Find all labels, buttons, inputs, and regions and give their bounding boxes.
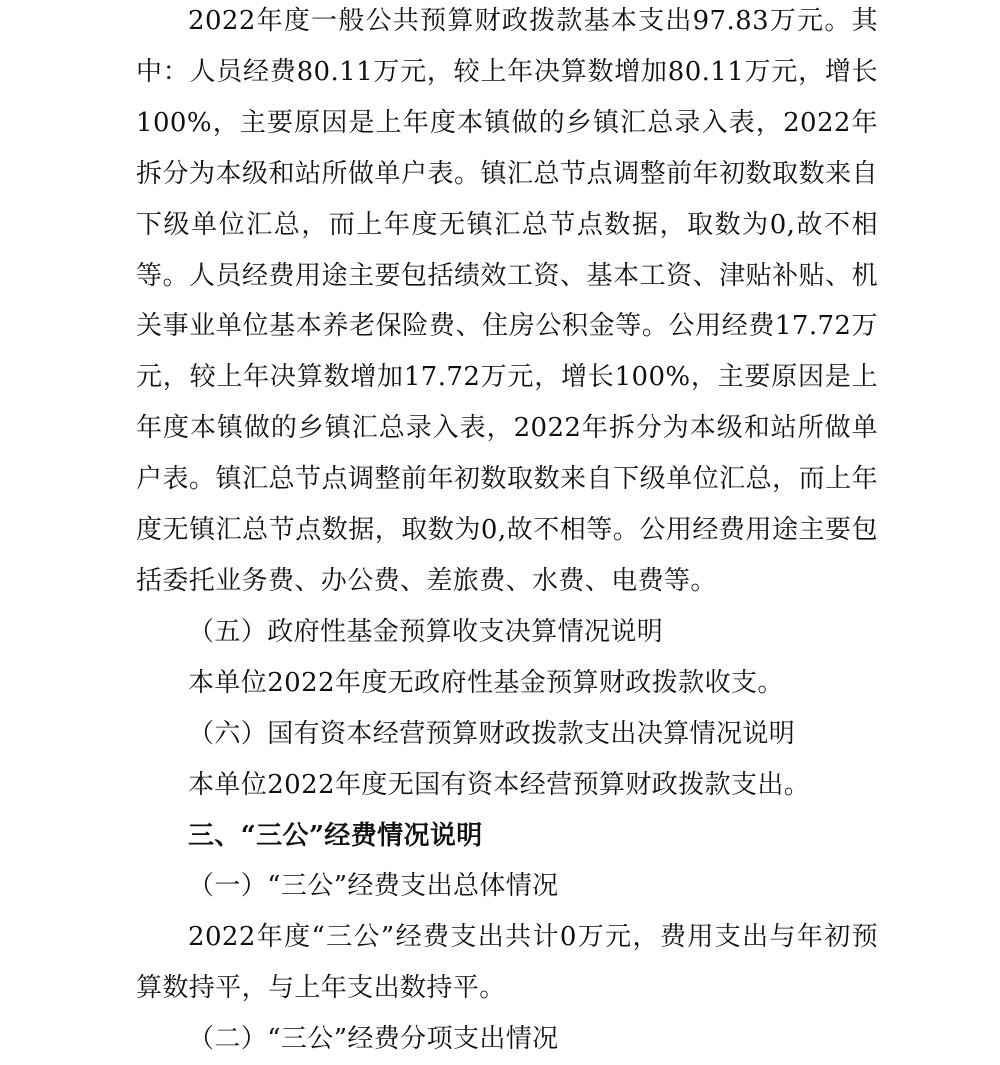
gov-fund-heading: （五）政府性基金预算收支决算情况说明 — [188, 616, 664, 647]
three-public-total-heading: （一）“三公”经费支出总体情况 — [188, 871, 559, 902]
document-page — [136, 0, 878, 1065]
state-capital-heading: （六）国有资本经营预算财政拨款支出决算情况说明 — [188, 718, 796, 749]
state-capital-paragraph: 本单位2022年度无国有资本经营预算财政拨款支出。 — [188, 769, 811, 800]
gov-fund-paragraph: 本单位2022年度无政府性基金预算财政拨款收支。 — [188, 667, 784, 698]
three-public-items-heading: （二）“三公”经费分项支出情况 — [188, 1024, 559, 1055]
three-public-heading: 三、“三公”经费情况说明 — [188, 820, 483, 851]
basic-expenditure-paragraph: 2022年度一般公共预算财政拨款基本支出97.83万元。其中：人员经费80.11万元，较上年决算数增加80.11万元，增长100%，主要原因是上年度本镇做的乡镇汇总录入表，2022年拆分为本级和站所做单户表。镇汇总节点调整前年初数取数来自下级单位汇总，而上年度无镇汇总节点数据，取数为0,故不相等。人员经费用途主要包括绩效工资、基本工资、津贴补贴、机关事业单位基本养老保险费、住房公积金等。公用经费17.72万元，较上年决算数增加17.72万元，增长100%，主要原因是上年度本镇做的乡镇汇总录入表，2022年拆分为本级和站所做单户表。镇汇总节点调整前年初数取数来自下级单位汇总，而上年度无镇汇总节点数据，取数为0,故不相等。公用经费用途主要包括委托业务费、办公费、差旅费、水费、电费等。 — [136, 6, 878, 596]
three-public-total-paragraph: 2022年度“三公”经费支出共计0万元，费用支出与年初预算数持平，与上年支出数持平。 — [136, 922, 878, 1004]
